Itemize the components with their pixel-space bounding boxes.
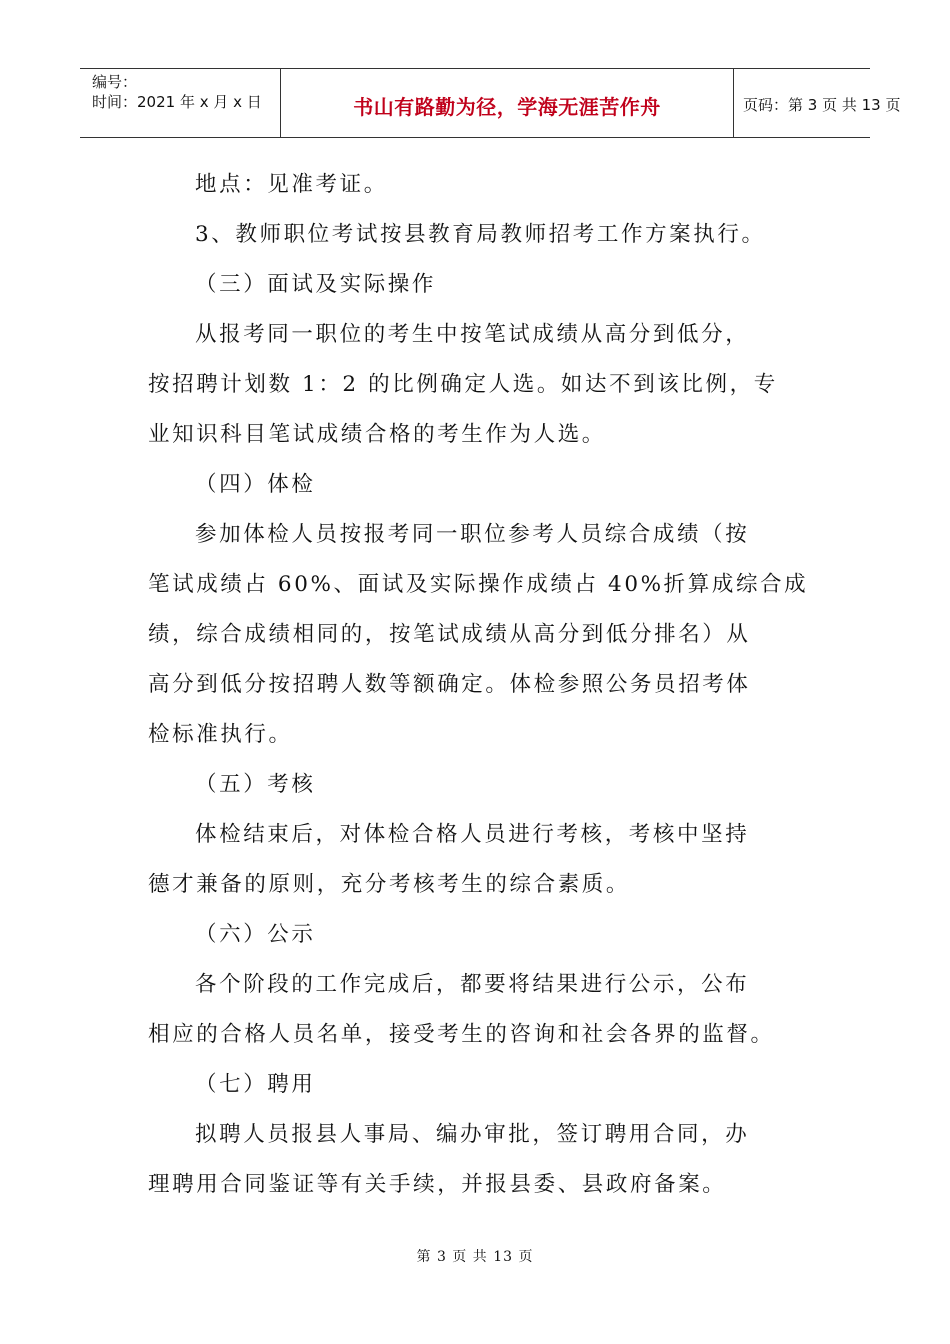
text-line: 笔试成绩占 60%、面试及实际操作成绩占 40%折算成综合成 <box>148 572 809 597</box>
header-meta-cell <box>80 69 280 137</box>
text-line: 检标准执行。 <box>148 722 293 747</box>
text-line: 按招聘计划数 1：2 的比例确定人选。如达不到该比例，专 <box>148 372 778 397</box>
text-line-location: 地点：见准考证。 <box>195 172 388 197</box>
text-line: 从报考同一职位的考生中按笔试成绩从高分到低分， <box>195 322 750 347</box>
section-heading-publicity: （六）公示 <box>195 922 316 947</box>
text-line: 各个阶段的工作完成后，都要将结果进行公示，公布 <box>195 972 750 997</box>
document-number-label: 编号： <box>92 73 138 91</box>
text-line: 拟聘人员报县人事局、编办审批，签订聘用合同，办 <box>195 1122 750 1147</box>
section-heading-interview: （三）面试及实际操作 <box>195 272 437 297</box>
header-page-cell <box>733 69 901 137</box>
header-motto-cell <box>280 69 734 137</box>
text-line: 绩，综合成绩相同的，按笔试成绩从高分到低分排名）从 <box>148 622 751 647</box>
header-motto: 书山有路勤为径，学海无涯苦作舟 <box>353 95 661 119</box>
text-line: 参加体检人员按报考同一职位参考人员综合成绩（按 <box>195 522 750 547</box>
text-line: 高分到低分按招聘人数等额确定。体检参照公务员招考体 <box>148 672 751 697</box>
section-heading-employment: （七）聘用 <box>195 1072 316 1097</box>
page-header <box>80 68 901 138</box>
text-line: 理聘用合同鉴证等有关手续，并报县委、县政府备案。 <box>148 1172 727 1197</box>
section-heading-physical-exam: （四）体检 <box>195 472 316 497</box>
document-date-label: 时间：2021 年 x 月 x 日 <box>92 93 262 111</box>
text-line: 体检结束后，对体检合格人员进行考核，考核中坚持 <box>195 822 750 847</box>
text-line: 业知识科目笔试成绩合格的考生作为人选。 <box>148 422 606 447</box>
page-footer: 第 3 页 共 13 页 <box>416 1249 534 1265</box>
text-line: 德才兼备的原则，充分考核考生的综合素质。 <box>148 872 631 897</box>
header-page-number: 页码：第 3 页 共 13 页 <box>743 96 901 114</box>
section-heading-assessment: （五）考核 <box>195 772 316 797</box>
text-line-teacher-exam: 3、教师职位考试按县教育局教师招考工作方案执行。 <box>195 222 766 247</box>
text-line: 相应的合格人员名单，接受考生的咨询和社会各界的监督。 <box>148 1022 775 1047</box>
